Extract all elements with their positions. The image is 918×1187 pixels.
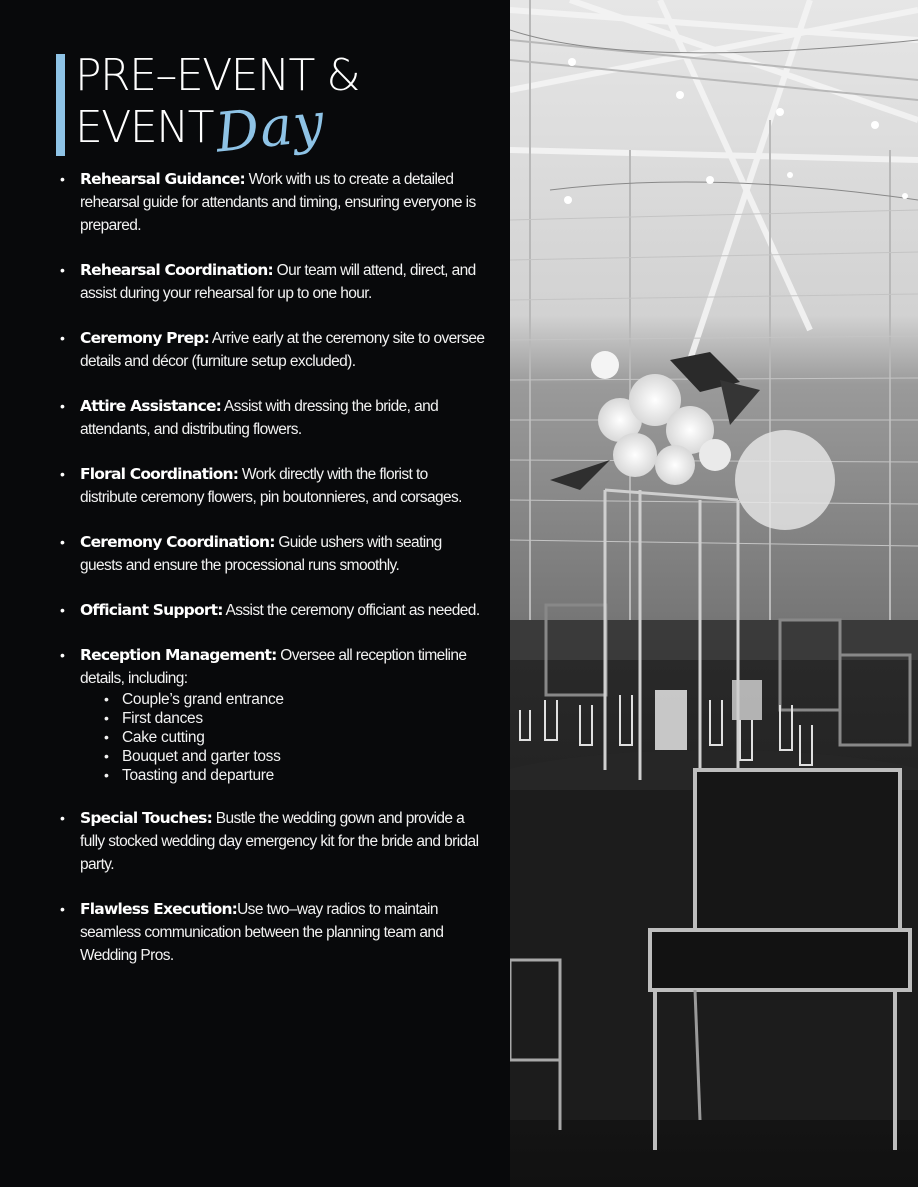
item-lead: Attire Assistance: (80, 397, 222, 415)
list-item (60, 463, 486, 509)
sublist-item: • Couple’s grand entrance (104, 690, 486, 709)
sublist-item: • First dances (104, 709, 486, 728)
title-line-1: PRE–EVENT & (75, 50, 360, 101)
item-lead: Flawless Execution: (80, 900, 238, 918)
sublist-item: • Cake cutting (104, 728, 486, 747)
title-event-word: EVENT (75, 102, 213, 153)
page-title (75, 50, 360, 165)
list-item (60, 168, 486, 237)
list-item (60, 327, 486, 373)
item-lead: Rehearsal Coordination: (80, 261, 273, 279)
item-text: Assist the ceremony officiant as needed. (222, 602, 480, 619)
sublist-item: • Toasting and departure (104, 766, 486, 785)
list-item (60, 898, 486, 967)
item-text: Work directly with the florist to distribute ceremony flowers, pin boutonnieres, and corsages. (80, 466, 462, 506)
venue-photo (510, 0, 918, 1187)
accent-bar (56, 54, 65, 156)
item-lead: Rehearsal Guidance: (80, 170, 245, 188)
item-lead: Reception Management: (80, 646, 277, 664)
item-text: Bustle the wedding gown and provide a fully stocked wedding day emergency kit for the bride and bridal party. (80, 810, 479, 873)
sublist-item: • Bouquet and garter toss (104, 747, 486, 766)
item-lead: Ceremony Prep: (80, 329, 209, 347)
list-item (60, 599, 486, 622)
item-text: Work with us to create a detailed rehearsal guide for attendants and timing, ensuring everyone is prepared. (80, 171, 476, 234)
list-item (60, 807, 486, 876)
item-text: Guide ushers with seating guests and ensure the processional runs smoothly. (80, 534, 442, 574)
item-text: Our team will attend, direct, and assist during your rehearsal for up to one hour. (80, 262, 476, 302)
title-line-2 (75, 90, 359, 165)
title-script-word: Day (212, 90, 328, 165)
item-text: Use two–way radios to maintain seamless communication between the planning team and Wedding Pros. (80, 901, 444, 964)
item-text: Arrive early at the ceremony site to oversee details and décor (furniture setup excluded). (80, 330, 485, 370)
venue-photo-illustration (510, 0, 918, 1187)
item-text: Assist with dressing the bride, and attendants, and distributing flowers. (80, 398, 439, 438)
services-list (60, 168, 486, 967)
list-item (60, 531, 486, 577)
item-lead: Floral Coordination: (80, 465, 239, 483)
item-lead: Officiant Support: (80, 601, 223, 619)
list-item (60, 395, 486, 441)
item-text: Oversee all reception timeline details, including: (80, 647, 467, 687)
item-lead: Ceremony Coordination: (80, 533, 275, 551)
list-item (60, 644, 486, 785)
item-lead: Special Touches: (80, 809, 212, 827)
list-item (60, 259, 486, 305)
reception-sublist (80, 690, 486, 785)
